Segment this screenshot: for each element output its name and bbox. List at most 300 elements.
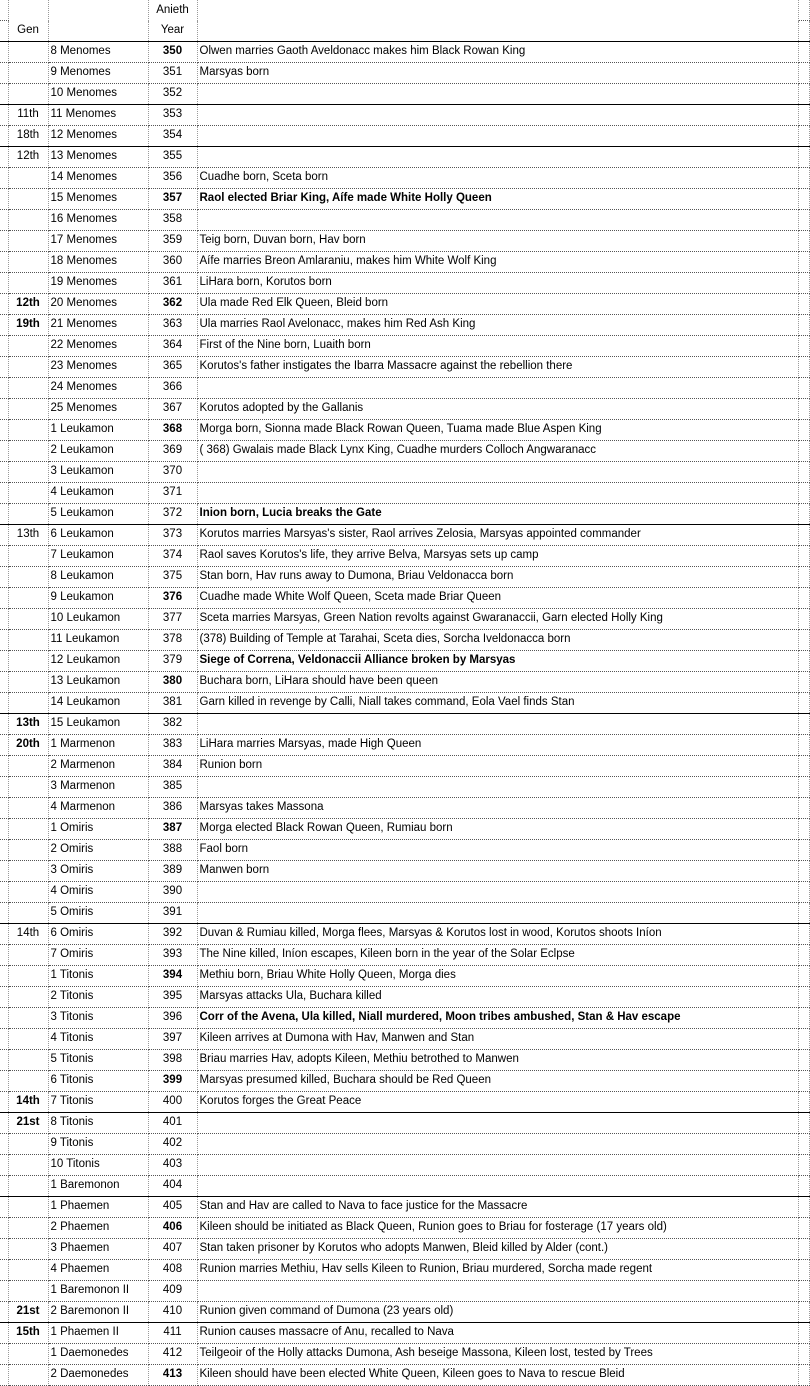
event-cell[interactable]: LiHara marries Marsyas, made High Queen [197,735,798,756]
event-cell[interactable]: Korutos marries Marsyas's sister, Raol arrives Zelosia, Marsyas appointed commander [197,525,798,546]
gen-cell[interactable]: 20th [8,735,48,756]
year-cell[interactable]: 400 [148,1092,197,1113]
gen-cell[interactable]: 13th [8,714,48,735]
gen-cell[interactable] [8,630,48,651]
table-row [0,441,809,462]
event-cell[interactable]: Runion causes massacre of Anu, recalled to Nava [197,1323,798,1344]
month-cell[interactable]: 3 Marmenon [48,777,148,798]
table-row [0,588,809,609]
year-cell[interactable]: 371 [148,483,197,504]
year-cell[interactable]: 360 [148,252,197,273]
trailing-cell [798,756,809,777]
gen-cell[interactable]: 13th [8,525,48,546]
gen-cell[interactable]: 18th [8,126,48,147]
month-cell[interactable]: 12 Leukamon [48,651,148,672]
gen-cell[interactable]: 14th [8,924,48,945]
month-cell[interactable]: 11 Menomes [48,105,148,126]
month-cell[interactable]: 6 Omiris [48,924,148,945]
year-cell[interactable]: 409 [148,1281,197,1302]
month-cell[interactable]: 2 Marmenon [48,756,148,777]
month-cell[interactable]: 9 Menomes [48,63,148,84]
gen-cell[interactable] [8,840,48,861]
event-cell[interactable] [197,777,798,798]
event-cell[interactable]: Faol born [197,840,798,861]
event-cell[interactable]: Stan taken prisoner by Korutos who adopts Manwen, Bleid killed by Alder (cont.) [197,1239,798,1260]
event-cell[interactable]: Duvan & Rumiau killed, Morga flees, Marsyas & Korutos lost in wood, Korutos shoots Iníon [197,924,798,945]
month-cell[interactable]: 3 Omiris [48,861,148,882]
trailing-cell [798,1281,809,1302]
event-cell[interactable]: Stan and Hav are called to Nava to face justice for the Massacre [197,1197,798,1218]
header-row-calendar [0,0,809,21]
year-cell[interactable]: 355 [148,147,197,168]
month-cell[interactable]: 24 Menomes [48,378,148,399]
year-cell[interactable]: 368 [148,420,197,441]
year-cell[interactable]: 405 [148,1197,197,1218]
year-cell[interactable]: 386 [148,798,197,819]
row-gutter [0,1008,8,1029]
event-cell[interactable]: Corr of the Avena, Ula killed, Niall murdered, Moon tribes ambushed, Stan & Hav escape [197,1008,798,1029]
month-cell[interactable]: 15 Leukamon [48,714,148,735]
event-cell[interactable] [197,483,798,504]
table-row [0,1113,809,1134]
gen-cell[interactable] [8,798,48,819]
month-cell[interactable]: 2 Titonis [48,987,148,1008]
gen-cell[interactable] [8,336,48,357]
month-cell[interactable]: 3 Leukamon [48,462,148,483]
event-cell[interactable]: Methiu born, Briau White Holly Queen, Morga dies [197,966,798,987]
year-cell[interactable]: 381 [148,693,197,714]
year-cell[interactable]: 365 [148,357,197,378]
gen-cell[interactable] [8,231,48,252]
trailing-cell [798,798,809,819]
gen-cell[interactable] [8,441,48,462]
event-cell[interactable]: Manwen born [197,861,798,882]
table-row [0,210,809,231]
month-cell[interactable]: 11 Leukamon [48,630,148,651]
year-cell[interactable]: 361 [148,273,197,294]
event-cell[interactable]: Inion born, Lucia breaks the Gate [197,504,798,525]
year-cell[interactable]: 411 [148,1323,197,1344]
event-cell[interactable]: Aífe marries Breon Amlaraniu, makes him White Wolf King [197,252,798,273]
month-cell[interactable]: 17 Menomes [48,231,148,252]
gen-cell[interactable] [8,945,48,966]
event-cell[interactable]: Korutos forges the Great Peace [197,1092,798,1113]
month-cell[interactable]: 4 Omiris [48,882,148,903]
year-cell[interactable]: 406 [148,1218,197,1239]
month-cell[interactable]: 20 Menomes [48,294,148,315]
month-cell[interactable]: 13 Menomes [48,147,148,168]
year-cell[interactable]: 389 [148,861,197,882]
event-cell[interactable]: Ula made Red Elk Queen, Bleid born [197,294,798,315]
row-gutter [0,924,8,945]
month-cell[interactable]: 1 Phaemen II [48,1323,148,1344]
year-cell[interactable]: 369 [148,441,197,462]
row-gutter [0,630,8,651]
table-row [0,714,809,735]
month-cell[interactable]: 10 Menomes [48,84,148,105]
row-gutter [0,378,8,399]
table-row [0,924,809,945]
gen-cell[interactable] [8,1050,48,1071]
gen-cell[interactable]: 14th [8,1092,48,1113]
event-cell[interactable] [197,84,798,105]
row-gutter [0,966,8,987]
year-cell[interactable]: 378 [148,630,197,651]
year-cell[interactable]: 391 [148,903,197,924]
event-cell[interactable]: Teilgeoir of the Holly attacks Dumona, Ash beseige Massona, Kileen lost, tested by Trees [197,1344,798,1365]
gen-cell[interactable] [8,273,48,294]
month-cell[interactable]: 6 Titonis [48,1071,148,1092]
month-cell[interactable]: 9 Leukamon [48,588,148,609]
event-cell[interactable]: Marsyas born [197,63,798,84]
gen-cell[interactable] [8,189,48,210]
event-cell[interactable]: Korutos's father instigates the Ibarra Massacre against the rebellion there [197,357,798,378]
gen-cell[interactable] [8,882,48,903]
event-cell[interactable] [197,1155,798,1176]
gen-cell[interactable]: 12th [8,147,48,168]
month-cell[interactable]: 1 Leukamon [48,420,148,441]
month-cell[interactable]: 6 Leukamon [48,525,148,546]
event-cell[interactable]: Buchara born, LiHara should have been queen [197,672,798,693]
month-cell[interactable]: 3 Titonis [48,1008,148,1029]
event-cell[interactable]: Morga elected Black Rowan Queen, Rumiau born [197,819,798,840]
gen-cell[interactable] [8,483,48,504]
year-cell[interactable]: 376 [148,588,197,609]
month-cell[interactable]: 1 Phaemen [48,1197,148,1218]
event-cell[interactable]: Runion born [197,756,798,777]
year-cell[interactable]: 353 [148,105,197,126]
year-cell[interactable]: 404 [148,1176,197,1197]
month-cell[interactable]: 2 Baremonon II [48,1302,148,1323]
event-cell[interactable] [197,147,798,168]
month-cell[interactable]: 21 Menomes [48,315,148,336]
year-cell[interactable]: 398 [148,1050,197,1071]
gen-cell[interactable] [8,1281,48,1302]
year-cell[interactable]: 399 [148,1071,197,1092]
month-cell[interactable]: 7 Leukamon [48,546,148,567]
event-cell[interactable] [197,714,798,735]
event-cell[interactable]: Ula marries Raol Avelonacc, makes him Red Ash King [197,315,798,336]
month-cell[interactable]: 2 Omiris [48,840,148,861]
year-cell[interactable]: 383 [148,735,197,756]
table-row [0,1344,809,1365]
month-cell[interactable]: 4 Leukamon [48,483,148,504]
gen-cell[interactable] [8,399,48,420]
year-cell[interactable]: 363 [148,315,197,336]
month-cell[interactable]: 9 Titonis [48,1134,148,1155]
event-cell[interactable]: Runion marries Methiu, Hav sells Kileen to Runion, Briau murdered, Sorcha made regent [197,1260,798,1281]
year-cell[interactable]: 364 [148,336,197,357]
event-cell[interactable]: Kileen should have been elected White Queen, Kileen goes to Nava to rescue Bleid [197,1365,798,1386]
month-cell[interactable]: 1 Baremonon II [48,1281,148,1302]
event-cell[interactable]: Raol saves Korutos's life, they arrive Belva, Marsyas sets up camp [197,546,798,567]
year-cell[interactable]: 392 [148,924,197,945]
year-cell[interactable]: 356 [148,168,197,189]
month-cell[interactable]: 8 Titonis [48,1113,148,1134]
trailing-cell [798,924,809,945]
month-cell[interactable]: 12 Menomes [48,126,148,147]
event-cell[interactable] [197,882,798,903]
row-gutter [0,399,8,420]
row-gutter [0,945,8,966]
year-cell[interactable]: 359 [148,231,197,252]
event-cell[interactable]: Kileen arrives at Dumona with Hav, Manwen and Stan [197,1029,798,1050]
year-cell[interactable]: 384 [148,756,197,777]
row-gutter [0,1239,8,1260]
gen-cell[interactable] [8,357,48,378]
year-cell[interactable]: 385 [148,777,197,798]
gen-cell[interactable] [8,588,48,609]
table-row [0,1218,809,1239]
year-cell[interactable]: 358 [148,210,197,231]
month-cell[interactable]: 3 Phaemen [48,1239,148,1260]
gen-cell[interactable] [8,609,48,630]
event-cell[interactable]: Cuadhe born, Sceta born [197,168,798,189]
year-cell[interactable]: 373 [148,525,197,546]
month-cell[interactable]: 1 Marmenon [48,735,148,756]
event-cell[interactable] [197,1113,798,1134]
event-cell[interactable]: Siege of Correna, Veldonaccii Alliance broken by Marsyas [197,651,798,672]
month-cell[interactable]: 1 Daemonedes [48,1344,148,1365]
year-cell[interactable]: 367 [148,399,197,420]
gen-cell[interactable] [8,966,48,987]
month-cell[interactable]: 5 Omiris [48,903,148,924]
month-cell[interactable]: 10 Titonis [48,1155,148,1176]
gen-cell[interactable]: 19th [8,315,48,336]
year-cell[interactable]: 390 [148,882,197,903]
event-cell[interactable]: Cuadhe made White Wolf Queen, Sceta made Briar Queen [197,588,798,609]
gen-cell[interactable] [8,168,48,189]
gen-cell[interactable] [8,903,48,924]
year-cell[interactable]: 388 [148,840,197,861]
gen-cell[interactable] [8,693,48,714]
row-gutter [0,756,8,777]
event-cell[interactable]: LiHara born, Korutos born [197,273,798,294]
row-gutter [0,0,8,21]
gen-cell[interactable] [8,861,48,882]
year-cell[interactable]: 394 [148,966,197,987]
event-cell[interactable]: Garn killed in revenge by Calli, Niall takes command, Eola Vael finds Stan [197,693,798,714]
table-row [0,189,809,210]
month-cell[interactable]: 1 Baremonon [48,1176,148,1197]
event-cell[interactable]: Teig born, Duvan born, Hav born [197,231,798,252]
gen-cell[interactable] [8,1134,48,1155]
trailing-cell [798,441,809,462]
month-cell[interactable]: 19 Menomes [48,273,148,294]
event-cell[interactable] [197,903,798,924]
year-cell[interactable]: 395 [148,987,197,1008]
month-cell[interactable]: 23 Menomes [48,357,148,378]
month-cell[interactable]: 18 Menomes [48,252,148,273]
row-gutter [0,294,8,315]
gen-cell[interactable] [8,1344,48,1365]
month-cell[interactable]: 13 Leukamon [48,672,148,693]
year-cell[interactable]: 410 [148,1302,197,1323]
trailing-cell [798,777,809,798]
gen-cell[interactable] [8,63,48,84]
gen-cell[interactable] [8,987,48,1008]
trailing-cell [798,273,809,294]
month-cell[interactable]: 4 Titonis [48,1029,148,1050]
gen-cell[interactable] [8,378,48,399]
gen-cell[interactable] [8,1155,48,1176]
event-cell[interactable]: Raol elected Briar King, Aífe made White Holly Queen [197,189,798,210]
gen-cell[interactable] [8,252,48,273]
trailing-cell [798,147,809,168]
year-cell[interactable]: 366 [148,378,197,399]
trailing-cell [798,42,809,63]
gen-cell[interactable] [8,756,48,777]
year-cell[interactable]: 387 [148,819,197,840]
year-cell[interactable]: 350 [148,42,197,63]
event-cell[interactable]: Marsyas attacks Ula, Buchara killed [197,987,798,1008]
year-cell[interactable]: 397 [148,1029,197,1050]
trailing-cell [798,357,809,378]
trailing-cell [798,1155,809,1176]
event-cell[interactable] [197,1134,798,1155]
year-cell[interactable]: 351 [148,63,197,84]
year-cell[interactable]: 401 [148,1113,197,1134]
year-cell[interactable]: 352 [148,84,197,105]
event-cell[interactable]: Runion given command of Dumona (23 years old) [197,1302,798,1323]
month-cell[interactable]: 5 Titonis [48,1050,148,1071]
year-cell[interactable]: 354 [148,126,197,147]
trailing-cell [798,693,809,714]
event-cell[interactable]: Morga born, Sionna made Black Rowan Queen, Tuama made Blue Aspen King [197,420,798,441]
year-cell[interactable]: 362 [148,294,197,315]
trailing-cell [798,525,809,546]
gen-cell[interactable] [8,651,48,672]
event-cell[interactable] [197,1281,798,1302]
month-cell[interactable]: 2 Daemonedes [48,1365,148,1386]
gen-cell[interactable] [8,1176,48,1197]
gen-cell[interactable] [8,210,48,231]
gen-cell[interactable]: 21st [8,1113,48,1134]
event-cell[interactable]: First of the Nine born, Luaith born [197,336,798,357]
gen-cell[interactable] [8,546,48,567]
row-gutter [0,357,8,378]
month-cell[interactable]: 25 Menomes [48,399,148,420]
gen-cell[interactable] [8,777,48,798]
month-cell[interactable]: 1 Titonis [48,966,148,987]
event-cell[interactable]: Briau marries Hav, adopts Kileen, Methiu betrothed to Manwen [197,1050,798,1071]
gen-cell[interactable]: 11th [8,105,48,126]
trailing-cell [798,966,809,987]
event-cell[interactable]: (378) Building of Temple at Tarahai, Sceta dies, Sorcha Iveldonacca born [197,630,798,651]
event-cell[interactable] [197,126,798,147]
gen-cell[interactable] [8,84,48,105]
month-cell[interactable]: 4 Marmenon [48,798,148,819]
event-cell[interactable]: ( 368) Gwalais made Black Lynx King, Cuadhe murders Colloch Angwaranacc [197,441,798,462]
event-cell[interactable] [197,105,798,126]
year-cell[interactable]: 413 [148,1365,197,1386]
gen-cell[interactable] [8,42,48,63]
gen-cell[interactable] [8,819,48,840]
gen-cell[interactable] [8,420,48,441]
gen-cell[interactable] [8,672,48,693]
year-cell[interactable]: 380 [148,672,197,693]
table-row [0,84,809,105]
gen-cell[interactable] [8,504,48,525]
year-cell[interactable]: 396 [148,1008,197,1029]
gen-cell[interactable] [8,1071,48,1092]
row-gutter [0,651,8,672]
event-cell[interactable]: Marsyas takes Massona [197,798,798,819]
month-cell[interactable]: 15 Menomes [48,189,148,210]
month-cell[interactable]: 4 Phaemen [48,1260,148,1281]
gen-cell[interactable]: 12th [8,294,48,315]
gen-cell[interactable] [8,1218,48,1239]
event-cell[interactable]: Kileen should be initiated as Black Queen, Runion goes to Briau for fosterage (17 years old) [197,1218,798,1239]
table-row [0,651,809,672]
year-cell[interactable]: 372 [148,504,197,525]
gen-cell[interactable] [8,1197,48,1218]
year-cell[interactable]: 393 [148,945,197,966]
year-cell[interactable]: 377 [148,609,197,630]
row-gutter [0,504,8,525]
year-cell[interactable]: 408 [148,1260,197,1281]
month-cell[interactable]: 7 Titonis [48,1092,148,1113]
month-cell[interactable]: 2 Phaemen [48,1218,148,1239]
month-cell[interactable]: 22 Menomes [48,336,148,357]
year-cell[interactable]: 375 [148,567,197,588]
year-cell[interactable]: 370 [148,462,197,483]
gen-cell[interactable]: 15th [8,1323,48,1344]
gen-cell[interactable] [8,567,48,588]
gen-cell[interactable]: 21st [8,1302,48,1323]
year-cell[interactable]: 402 [148,1134,197,1155]
event-cell[interactable] [197,378,798,399]
year-cell[interactable]: 374 [148,546,197,567]
gen-cell[interactable] [8,1239,48,1260]
event-cell[interactable] [197,1176,798,1197]
gen-cell[interactable] [8,1365,48,1386]
gen-cell[interactable] [8,1029,48,1050]
event-cell[interactable]: Sceta marries Marsyas, Green Nation revolts against Gwaranaccii, Garn elected Holly King [197,609,798,630]
month-cell[interactable]: 8 Leukamon [48,567,148,588]
month-cell[interactable]: 14 Leukamon [48,693,148,714]
month-cell[interactable]: 14 Menomes [48,168,148,189]
month-header [48,21,148,42]
month-cell[interactable]: 8 Menomes [48,42,148,63]
month-cell[interactable]: 10 Leukamon [48,609,148,630]
row-gutter [0,714,8,735]
year-cell[interactable]: 357 [148,189,197,210]
month-cell[interactable]: 2 Leukamon [48,441,148,462]
event-cell[interactable]: Stan born, Hav runs away to Dumona, Briau Veldonacca born [197,567,798,588]
month-cell[interactable]: 7 Omiris [48,945,148,966]
month-cell[interactable]: 5 Leukamon [48,504,148,525]
year-cell[interactable]: 403 [148,1155,197,1176]
event-cell[interactable] [197,210,798,231]
year-cell[interactable]: 412 [148,1344,197,1365]
event-cell[interactable]: Korutos adopted by the Gallanis [197,399,798,420]
gen-cell[interactable] [8,1260,48,1281]
month-cell[interactable]: 1 Omiris [48,819,148,840]
event-cell[interactable]: Olwen marries Gaoth Aveldonacc makes him Black Rowan King [197,42,798,63]
gen-cell[interactable] [8,462,48,483]
event-cell[interactable]: The Nine killed, Iníon escapes, Kileen born in the year of the Solar Eclpse [197,945,798,966]
event-cell[interactable]: Marsyas presumed killed, Buchara should be Red Queen [197,1071,798,1092]
month-cell[interactable]: 16 Menomes [48,210,148,231]
row-gutter [0,525,8,546]
year-cell[interactable]: 379 [148,651,197,672]
year-cell[interactable]: 407 [148,1239,197,1260]
year-cell[interactable]: 382 [148,714,197,735]
row-gutter [0,441,8,462]
gen-cell[interactable] [8,1008,48,1029]
event-cell[interactable] [197,462,798,483]
